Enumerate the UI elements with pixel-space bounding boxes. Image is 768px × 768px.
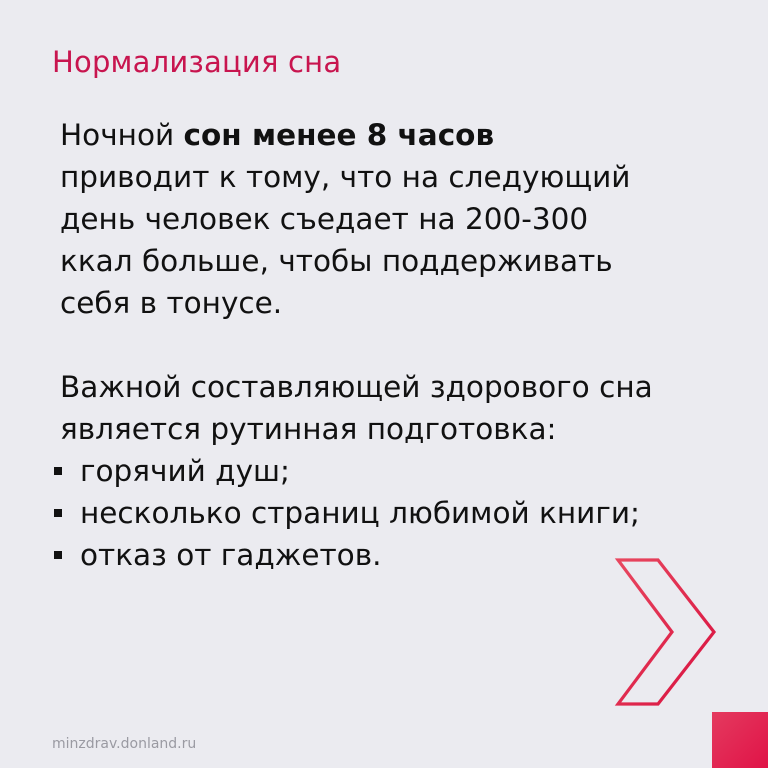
paragraph1-line3: день человек съедает на 200-300 xyxy=(60,202,589,236)
paragraph1-line2: приводит к тому, что на следующий xyxy=(60,160,631,194)
bullet-text: горячий душ; xyxy=(80,454,290,488)
square-bullet-icon xyxy=(54,509,62,517)
square-bullet-icon xyxy=(54,551,62,559)
slide-title: Нормализация сна xyxy=(52,45,342,79)
chevron-right-outline-icon xyxy=(614,556,718,708)
list-item xyxy=(60,450,750,492)
bullet-text: несколько страниц любимой книги; xyxy=(80,496,640,530)
paragraph1-line1 xyxy=(60,114,750,156)
paragraph-sleep-calories xyxy=(60,114,750,324)
paragraph2-line1: Важной составляющей здорового сна xyxy=(60,370,653,404)
paragraph1-line1-normal: Ночной xyxy=(60,118,184,152)
paragraph-sleep-routine xyxy=(60,366,750,576)
list-item xyxy=(60,492,750,534)
paragraph1-line5: себя в тонусе. xyxy=(60,286,283,320)
corner-accent-square xyxy=(712,712,768,768)
paragraph2-line2: является рутинная подготовка: xyxy=(60,412,557,446)
slide-body xyxy=(60,114,750,576)
paragraph1-line1-bold: сон менее 8 часов xyxy=(183,118,495,152)
square-bullet-icon xyxy=(54,467,62,475)
footer-url: minzdrav.donland.ru xyxy=(52,736,197,752)
paragraph1-line4: ккал больше, чтобы поддерживать xyxy=(60,244,613,278)
bullet-text: отказ от гаджетов. xyxy=(80,538,382,572)
